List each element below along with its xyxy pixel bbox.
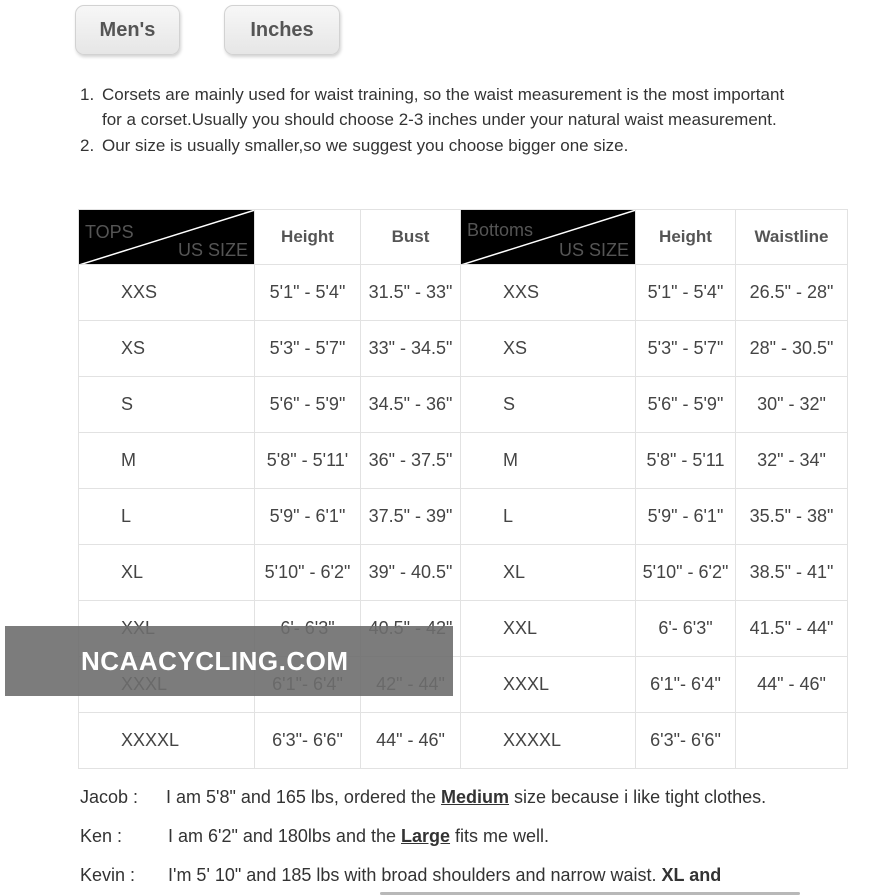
bottoms-waistline-header: Waistline bbox=[736, 210, 848, 265]
size-cell: M bbox=[79, 433, 255, 489]
height-cell: 5'10" - 6'2" bbox=[255, 545, 361, 601]
review-text-pre: I'm 5' 10" and 185 lbs with broad shoulders and narrow waist. bbox=[168, 865, 662, 885]
tops-height-header: Height bbox=[255, 210, 361, 265]
bust-cell: 36" - 37.5" bbox=[361, 433, 461, 489]
cutoff-text-line bbox=[80, 884, 840, 896]
reviewer-name: Jacob : bbox=[80, 787, 139, 807]
height-cell: 5'9" - 6'1" bbox=[636, 489, 736, 545]
reviewer-name: Ken : bbox=[80, 826, 123, 846]
bust-cell: 31.5" - 33" bbox=[361, 265, 461, 321]
size-notes bbox=[80, 82, 800, 160]
height-cell: 5'8" - 5'11' bbox=[255, 433, 361, 489]
mens-tab-button[interactable]: Men's bbox=[75, 5, 180, 55]
bust-cell: 39" - 40.5" bbox=[361, 545, 461, 601]
size-cell: XL bbox=[461, 545, 636, 601]
size-cell: XS bbox=[461, 321, 636, 377]
customer-reviews bbox=[80, 778, 880, 895]
height-cell: 6'3"- 6'6" bbox=[255, 713, 361, 769]
size-cell: XXS bbox=[79, 265, 255, 321]
size-cell: XL bbox=[79, 545, 255, 601]
review-text bbox=[168, 826, 549, 847]
waistline-cell: 32" - 34" bbox=[736, 433, 848, 489]
tops-row bbox=[79, 265, 461, 321]
review-size: XL and bbox=[661, 865, 722, 885]
note-text: Corsets are mainly used for waist training, so the waist measurement is the most important for a corset.Usually you should choose 2-3 inches under your natural waist measurement. bbox=[102, 85, 785, 129]
note-1 bbox=[80, 82, 800, 132]
bottoms-label: Bottoms bbox=[467, 220, 534, 240]
tops-row bbox=[79, 433, 461, 489]
size-cell: M bbox=[461, 433, 636, 489]
note-number: 1. bbox=[80, 85, 95, 104]
bust-cell: 34.5" - 36" bbox=[361, 377, 461, 433]
us-size-label: US SIZE bbox=[177, 240, 248, 260]
bust-cell: 37.5" - 39" bbox=[361, 489, 461, 545]
tops-row bbox=[79, 489, 461, 545]
review-ken bbox=[80, 817, 880, 856]
size-cell: XS bbox=[79, 321, 255, 377]
bottoms-corner-header bbox=[461, 210, 636, 265]
site-watermark: NCAACYCLING.COM bbox=[5, 626, 453, 696]
review-text-post: size because i like tight clothes. bbox=[509, 787, 767, 807]
waistline-cell: 26.5" - 28" bbox=[736, 265, 848, 321]
size-cell: XXXL bbox=[461, 657, 636, 713]
waistline-cell: 30" - 32" bbox=[736, 377, 848, 433]
bottoms-row bbox=[461, 265, 848, 321]
waistline-cell: 28" - 30.5" bbox=[736, 321, 848, 377]
size-cell: S bbox=[79, 377, 255, 433]
note-number: 2. bbox=[80, 136, 95, 155]
tops-label: TOPS bbox=[85, 222, 134, 242]
bottoms-height-header: Height bbox=[636, 210, 736, 265]
bust-cell: 33" - 34.5" bbox=[361, 321, 461, 377]
height-cell: 5'8" - 5'11 bbox=[636, 433, 736, 489]
bottoms-row bbox=[461, 377, 848, 433]
size-cell: L bbox=[79, 489, 255, 545]
size-cell: XXS bbox=[461, 265, 636, 321]
note-text: Our size is usually smaller,so we suggest you choose bigger one size. bbox=[102, 136, 629, 155]
tops-row bbox=[79, 377, 461, 433]
height-cell: 6'1"- 6'4" bbox=[636, 657, 736, 713]
waistline-cell: 41.5" - 44" bbox=[736, 601, 848, 657]
note-2 bbox=[80, 132, 800, 160]
review-text bbox=[166, 787, 766, 808]
review-text-post: fits me well. bbox=[450, 826, 550, 846]
reviewer-name: Kevin : bbox=[80, 865, 136, 885]
height-cell: 5'6" - 5'9" bbox=[636, 377, 736, 433]
bottoms-row bbox=[461, 489, 848, 545]
bust-cell: 44" - 46" bbox=[361, 713, 461, 769]
bottoms-row bbox=[461, 545, 848, 601]
review-size: Medium bbox=[441, 787, 510, 807]
bottoms-row bbox=[461, 713, 848, 769]
size-cell: L bbox=[461, 489, 636, 545]
size-cell: XXXXL bbox=[461, 713, 636, 769]
inches-tab-button[interactable]: Inches bbox=[224, 5, 340, 55]
bottoms-row bbox=[461, 321, 848, 377]
height-cell: 5'1" - 5'4" bbox=[636, 265, 736, 321]
waistline-cell: 35.5" - 38" bbox=[736, 489, 848, 545]
us-size-label: US SIZE bbox=[558, 240, 629, 260]
height-cell: 5'6" - 5'9" bbox=[255, 377, 361, 433]
tops-corner-header bbox=[79, 210, 255, 265]
review-jacob bbox=[80, 778, 880, 817]
tops-row bbox=[79, 545, 461, 601]
height-cell: 5'1" - 5'4" bbox=[255, 265, 361, 321]
review-text bbox=[168, 865, 721, 886]
waistline-cell bbox=[736, 713, 848, 769]
bottoms-row bbox=[461, 601, 848, 657]
review-size: Large bbox=[401, 826, 451, 846]
bottoms-row bbox=[461, 433, 848, 489]
height-cell: 6'3"- 6'6" bbox=[636, 713, 736, 769]
review-text-pre: I am 6'2" and 180lbs and the bbox=[168, 826, 401, 846]
height-cell: 5'3" - 5'7" bbox=[636, 321, 736, 377]
bottoms-row bbox=[461, 657, 848, 713]
waistline-cell: 44" - 46" bbox=[736, 657, 848, 713]
size-cell: XXXXL bbox=[79, 713, 255, 769]
height-cell: 5'3" - 5'7" bbox=[255, 321, 361, 377]
bottoms-size-table bbox=[460, 209, 848, 769]
size-cell: XXL bbox=[461, 601, 636, 657]
tops-row bbox=[79, 713, 461, 769]
review-text-pre: I am 5'8" and 165 lbs, ordered the bbox=[166, 787, 442, 807]
waistline-cell: 38.5" - 41" bbox=[736, 545, 848, 601]
height-cell: 5'10" - 6'2" bbox=[636, 545, 736, 601]
height-cell: 5'9" - 6'1" bbox=[255, 489, 361, 545]
tops-row bbox=[79, 321, 461, 377]
height-cell: 6'- 6'3" bbox=[636, 601, 736, 657]
tops-bust-header: Bust bbox=[361, 210, 461, 265]
size-cell: S bbox=[461, 377, 636, 433]
